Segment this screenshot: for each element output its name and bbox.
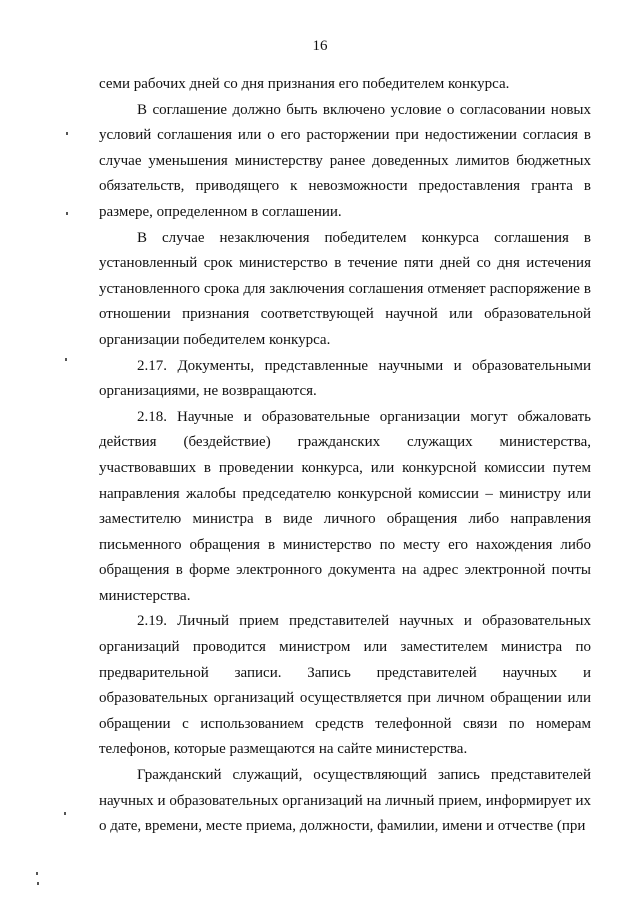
paragraph-2-19: 2.19. Личный прием представителей научных и образовательных организаций проводится министром или заместителем министра по предварительной записи. Запись представителей научных и образовательных организаций осуществляется при личном обращении или обращении с использованием средств телефонной связи по номерам телефонов, которые размещаются на сайте министерства. bbox=[99, 613, 591, 758]
scan-mark bbox=[37, 882, 39, 885]
scan-mark bbox=[66, 132, 68, 135]
scan-mark bbox=[65, 358, 67, 361]
paragraph-non-conclusion: В случае незаключения победителем конкурса соглашения в установленный срок министерство в течение пяти дней со дня истечения установленного срока для заключения соглашения отменяет распоряжение в отношении признания соответствующей научной или образовательной организации победителем конкурса. bbox=[99, 229, 591, 348]
scan-mark bbox=[64, 812, 66, 815]
page-number: 16 bbox=[312, 38, 328, 54]
document-body bbox=[99, 72, 591, 840]
paragraph-2-17: 2.17. Документы, представленные научными и образовательными организациями, не возвращаются. bbox=[99, 357, 591, 400]
scan-mark bbox=[66, 212, 68, 215]
paragraph-continuation: семи рабочих дней со дня признания его победителем конкурса. bbox=[99, 76, 510, 92]
paragraph-civil-servant: Гражданский служащий, осуществляющий запись представителей научных и образовательных организаций на личный прием, информирует их о дате, времени, месте приема, должности, фамилии, имени и отчестве (при bbox=[99, 767, 591, 835]
paragraph-2-18: 2.18. Научные и образовательные организации могут обжаловать действия (бездействие) гражданских служащих министерства, участвовавших в проведении конкурса, или конкурсной комиссии путем направления жалобы председателю конкурсной комиссии – министру или заместителю министра в виде личного обращения либо направления письменного обращения в министерство по месту его нахождения либо обращения в форме электронного документа на адрес электронной почты министерства. bbox=[99, 408, 591, 604]
paragraph-agreement-terms: В соглашение должно быть включено условие о согласовании новых условий соглашения или о его расторжении при недостижении согласия в случае уменьшения министерству ранее доведенных лимитов бюджетных обязательств, приводящего к невозможности предоставления гранта в размере, определенном в соглашении. bbox=[99, 101, 591, 220]
scan-mark bbox=[36, 872, 38, 875]
